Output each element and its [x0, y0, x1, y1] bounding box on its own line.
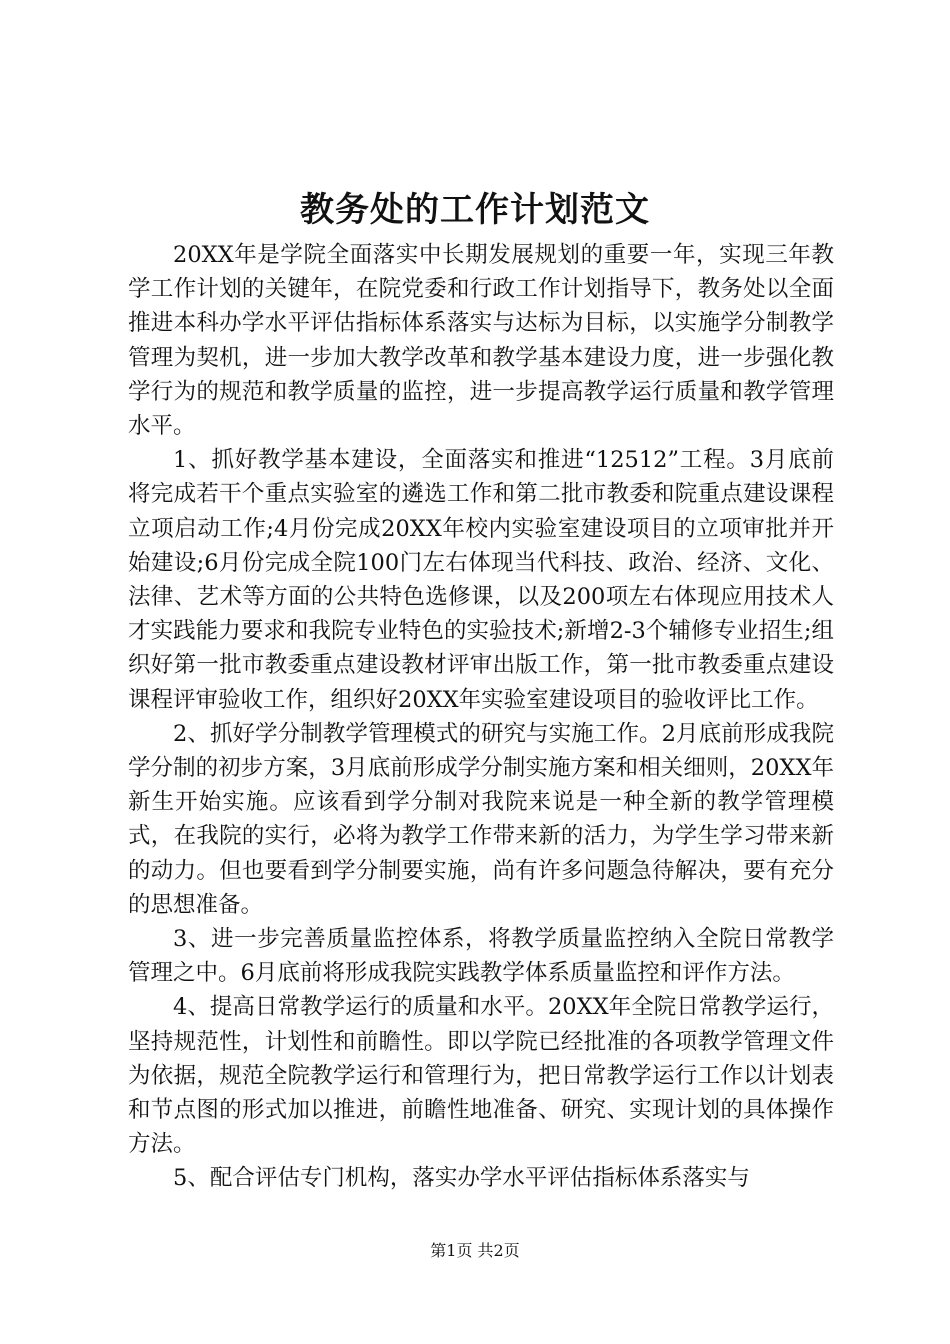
document-title: 教务处的工作计划范文: [300, 190, 650, 230]
page-number: 第1页 共2页: [430, 1241, 520, 1260]
document-body: [128, 238, 834, 1196]
paragraph-item-3: 3、进一步完善质量监控体系，将教学质量监控纳入全院日常教学管理之中。6月底前将形成我院实践教学体系质量监控和评作方法。: [128, 926, 834, 987]
page-footer: [0, 1240, 950, 1262]
paragraph-item-4: 4、提高日常教学运行的质量和水平。20XX年全院日常教学运行，坚持规范性，计划性和前瞻性。即以学院已经批准的各项教学管理文件为依据，规范全院教学运行和管理行为，把日常教学运行工作以计划表和节点图的形式加以推进，前瞻性地准备、研究、实现计划的具体操作方法。: [128, 994, 834, 1158]
paragraph-item-1: 1、抓好教学基本建设，全面落实和推进“12512”工程。3月底前将完成若干个重点实验室的遴选工作和第二批市教委和院重点建设课程立项启动工作;4月份完成20XX年校内实验室建设项目的立项审批并开始建设;6月份完成全院100门左右体现当代科技、政治、经济、文化、法律、艺术等方面的公共特色选修课，以及200项左右体现应用技术人才实践能力要求和我院专业特色的实验技术;新增2-3个辅修专业招生;组织好第一批市教委重点建设教材评审出版工作，第一批市教委重点建设课程评审验收工作，组织好20XX年实验室建设项目的验收评比工作。: [128, 447, 834, 713]
paragraph-intro: 20XX年是学院全面落实中长期发展规划的重要一年，实现三年教学工作计划的关键年，在院党委和行政工作计划指导下，教务处以全面推进本科办学水平评估指标体系落实与达标为目标，以实施学分制教学管理为契机，进一步加大教学改革和教学基本建设力度，进一步强化教学行为的规范和教学质量的监控，进一步提高教学运行质量和教学管理水平。: [128, 242, 834, 440]
paragraph-item-5: 5、配合评估专门机构，落实办学水平评估指标体系落实与: [173, 1165, 750, 1192]
paragraph-item-2: 2、抓好学分制教学管理模式的研究与实施工作。2月底前形成我院学分制的初步方案，3月底前形成学分制实施方案和相关细则，20XX年新生开始实施。应该看到学分制对我院来说是一种全新的教学管理模式，在我院的实行，必将为教学工作带来新的活力，为学生学习带来新的动力。但也要看到学分制要实施，尚有许多问题急待解决，要有充分的思想准备。: [128, 720, 834, 918]
